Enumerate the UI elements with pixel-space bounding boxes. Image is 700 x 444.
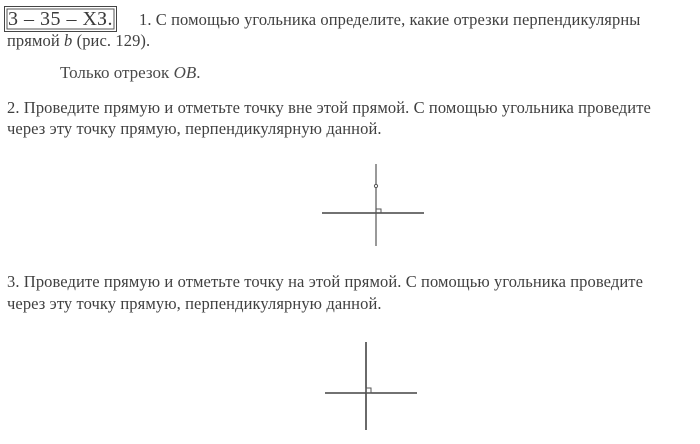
item1-line-variable: b	[64, 31, 73, 50]
figure-item3-perpendicular	[325, 342, 417, 430]
figure-item2-perpendicular	[322, 164, 424, 246]
item2-text-line1: 2. Проведите прямую и отметьте точку вне этой прямой. С помощью угольника проведите	[7, 98, 651, 117]
item1-text-line1: 1. С помощью угольника определите, какие отрезки перпендикулярны	[139, 10, 641, 29]
fig2-point-outside	[374, 184, 377, 187]
item1-line2-before: прямой	[7, 31, 65, 50]
item2-text-line2: через эту точку прямую, перпендикулярную данной.	[7, 119, 382, 138]
item3-text-line2: через эту точку прямую, перпендикулярную данной.	[7, 294, 382, 313]
answer-segment-name: OB	[173, 63, 197, 82]
answer-text-before: Только отрезок	[60, 63, 174, 82]
item1-line2-after: (рис. 129).	[72, 31, 151, 50]
answer-text-after: .	[196, 63, 201, 82]
item3-text-line1: 3. Проведите прямую и отметьте точку на этой прямой. С помощью угольника проведите	[7, 272, 644, 291]
task-code-box: 3 – 35 – ХЗ.	[4, 6, 117, 32]
